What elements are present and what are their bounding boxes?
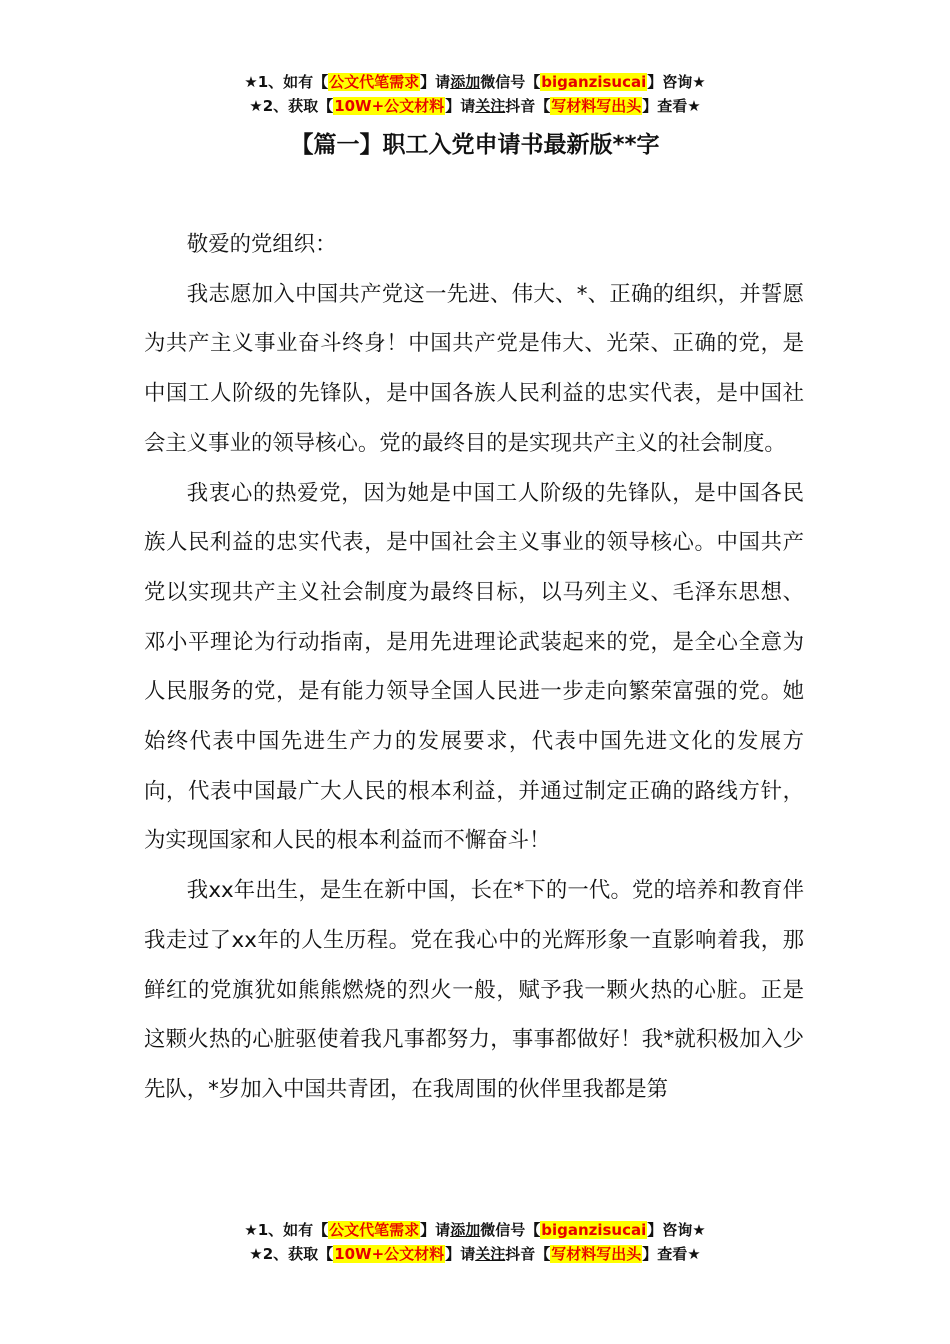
header-notice (0, 70, 950, 118)
notice-text: 微信号【 (480, 1221, 541, 1239)
highlight-ghostwriting: 公文代笔需求 (329, 73, 420, 91)
notice-text: 抖音【 (505, 1245, 551, 1263)
document-body (144, 220, 804, 1115)
notice-text: 】咨询★ (647, 1221, 706, 1239)
notice-line-2 (0, 1242, 950, 1266)
notice-text: 】请 (420, 1221, 451, 1239)
body-paragraph: 我衷心的热爱党，因为她是中国工人阶级的先锋队，是中国各民族人民利益的忠实代表，是中国社会主义事业的领导核心。中国共产党以实现共产主义社会制度为最终目标，以马列主义、毛泽东思想、邓小平理论为行动指南，是用先进理论武装起来的党，是全心全意为人民服务的党，是有能力领导全国人民进一步走向繁荣富强的党。她始终代表中国先进生产力的发展要求，代表中国先进文化的发展方向，代表中国最广大人民的根本利益，并通过制定正确的路线方针，为实现国家和人民的根本利益而不懈奋斗！ (144, 480, 804, 854)
notice-text: 抖音【 (505, 97, 551, 115)
salutation: 敬爱的党组织： (186, 232, 337, 257)
notice-text: 】请 (445, 1245, 476, 1263)
highlight-materials: 10W+公文材料 (334, 97, 445, 115)
notice-text: 】查看★ (642, 1245, 701, 1263)
highlight-douyin-account: 写材料写出头 (551, 97, 642, 115)
body-paragraph: 我志愿加入中国共产党这一先进、伟大、*、正确的组织，并誓愿为共产主义事业奋斗终身！中国共产党是伟大、光荣、正确的党，是中国工人阶级的先锋队，是中国各族人民利益的忠实代表，是中国社会主义事业的领导核心。党的最终目的是实现共产主义的社会制度。 (144, 281, 804, 456)
underline-follow: 关注 (475, 1245, 506, 1263)
notice-text: 】请 (445, 97, 476, 115)
highlight-douyin-account: 写材料写出头 (551, 1245, 642, 1263)
underline-follow: 关注 (475, 97, 506, 115)
notice-line-1 (0, 1218, 950, 1242)
notice-text: ★1、如有【 (244, 1221, 329, 1239)
body-paragraph: 我xx年出生，是生在新中国，长在*下的一代。党的培养和教育伴我走过了xx年的人生历程。党在我心中的光辉形象一直影响着我，那鲜红的党旗犹如熊熊燃烧的烈火一般，赋予我一颗火热的心脏。正是这颗火热的心脏驱使着我凡事都努力，事事都做好！我*就积极加入少先队，*岁加入中国共青团，在我周围的伙伴里我都是第 (144, 878, 804, 1102)
notice-line-2 (0, 94, 950, 118)
document-title: 【篇一】职工入党申请书最新版**字 (290, 132, 660, 158)
notice-text: 】请 (420, 73, 451, 91)
notice-text: 微信号【 (480, 73, 541, 91)
notice-text: ★1、如有【 (244, 73, 329, 91)
highlight-wechat-id: biganzisucai (541, 73, 647, 91)
underline-add: 添加 (450, 1221, 481, 1239)
footer-notice (0, 1218, 950, 1266)
underline-add: 添加 (450, 73, 481, 91)
highlight-materials: 10W+公文材料 (334, 1245, 445, 1263)
highlight-ghostwriting: 公文代笔需求 (329, 1221, 420, 1239)
notice-line-1 (0, 70, 950, 94)
notice-text: ★2、获取【 (249, 1245, 334, 1263)
notice-text: 】查看★ (642, 97, 701, 115)
notice-text: ★2、获取【 (249, 97, 334, 115)
notice-text: 】咨询★ (647, 73, 706, 91)
highlight-wechat-id: biganzisucai (541, 1221, 647, 1239)
